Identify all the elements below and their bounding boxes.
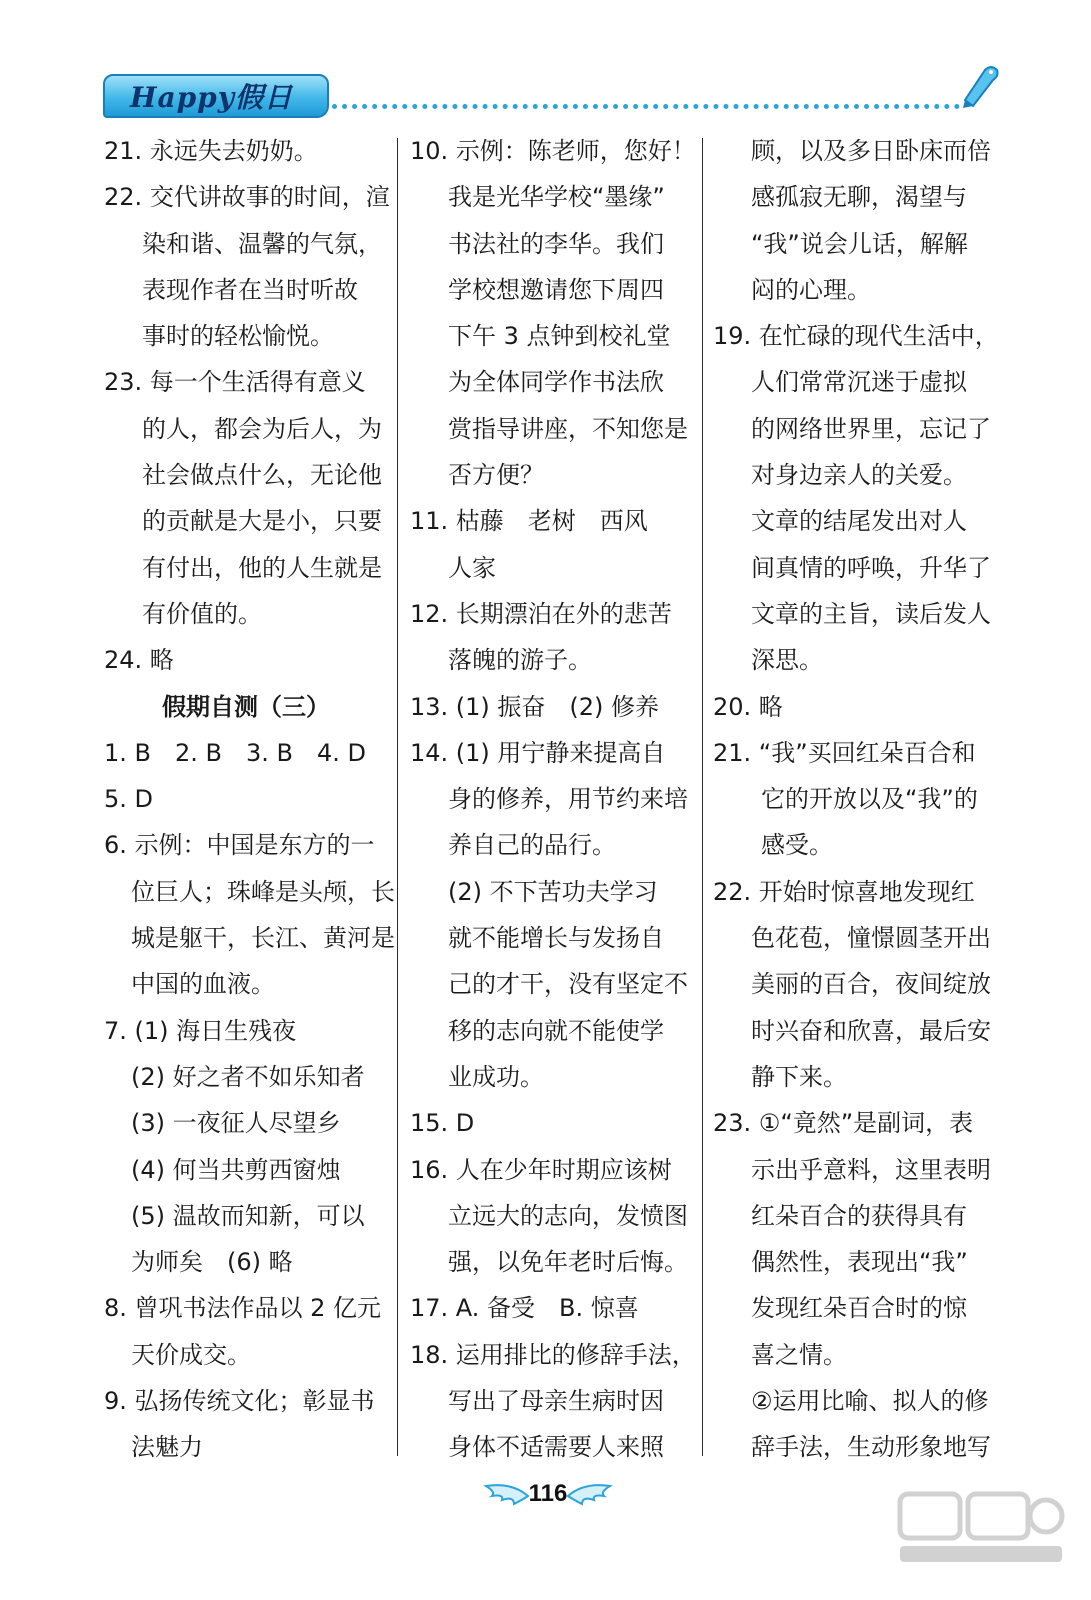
answer-line: 时兴奋和欣喜，最后安	[751, 1016, 991, 1045]
answer-line: 天价成交。	[131, 1340, 251, 1369]
answer-line: 落魄的游子。	[448, 646, 592, 675]
answer-line: 顾，以及多日卧床而倍	[751, 137, 991, 165]
answer-line: (2) 不下苦功夫学习	[448, 877, 658, 906]
answer-line: 文章的结尾发出对人	[751, 507, 967, 536]
answer-line: 23. 每一个生活得有意义	[104, 368, 366, 397]
answer-line: 闷的心理。	[751, 275, 871, 304]
answer-line: (3) 一夜征人尽望乡	[131, 1109, 341, 1138]
answer-line: 赏指导讲座，不知您是	[448, 414, 688, 443]
section-heading: 假期自测（三）	[162, 692, 330, 721]
answer-line: 有价值的。	[142, 599, 262, 628]
answer-line: 己的才干，没有坚定不	[448, 970, 688, 999]
answer-line: 7. (1) 海日生残夜	[104, 1016, 297, 1045]
answer-line: 法魅力	[131, 1433, 203, 1462]
answer-line: 它的开放以及“我”的	[761, 785, 978, 814]
wing-left-icon	[482, 1478, 530, 1510]
answer-line: “我”说会儿话，解解	[751, 229, 968, 258]
answer-line: 业成功。	[448, 1062, 544, 1091]
answer-column-1	[104, 128, 395, 1471]
answer-line: 书法社的李华。我们	[448, 229, 664, 258]
answer-line: 10. 示例：陈老师，您好！	[410, 137, 696, 165]
answer-line: 20. 略	[713, 692, 783, 721]
answer-line: 的人，都会为后人，为	[142, 414, 382, 443]
answer-line: 的贡献是大是小，只要	[142, 507, 382, 536]
answer-line: 我是光华学校“墨缘”	[448, 183, 665, 212]
answer-line: 发现红朵百合时的惊	[751, 1294, 967, 1323]
answer-line: 有付出，他的人生就是	[142, 553, 382, 582]
column-divider	[702, 138, 703, 1456]
answer-line: 身体不适需要人来照	[448, 1433, 664, 1462]
answer-line: 1. B 2. B 3. B 4. D	[104, 738, 366, 767]
answer-line: 6. 示例：中国是东方的一	[104, 831, 375, 860]
answer-line: 16. 人在少年时期应该树	[410, 1155, 672, 1184]
answer-line: 学校想邀请您下周四	[448, 275, 664, 304]
answer-line: (2) 好之者不如乐知者	[131, 1062, 365, 1091]
answer-line: 22. 开始时惊喜地发现红	[713, 877, 975, 906]
column-divider	[397, 138, 398, 1456]
header-dotted-rule	[332, 104, 960, 109]
answer-line: 12. 长期漂泊在外的悲苦	[410, 599, 672, 628]
answer-line: 中国的血液。	[131, 970, 275, 999]
answer-line: 偶然性，表现出“我”	[751, 1248, 968, 1277]
answer-line: 5. D	[104, 785, 154, 814]
answer-line: 对身边亲人的关爱。	[751, 461, 967, 490]
answer-line: 移的志向就不能使学	[448, 1016, 664, 1045]
answer-line: 否方便？	[448, 461, 544, 490]
answer-line: 人家	[448, 553, 496, 582]
answer-line: ②运用比喻、拟人的修	[751, 1387, 989, 1416]
wing-right-icon	[566, 1478, 614, 1510]
page-number: 116	[528, 1480, 568, 1507]
pen-icon	[955, 62, 1001, 110]
answer-line: 表现作者在当时听故	[142, 275, 358, 304]
answer-line: 事时的轻松愉悦。	[142, 322, 334, 351]
answer-line: 就不能增长与发扬自	[448, 924, 664, 953]
answer-column-3	[713, 128, 1013, 1471]
answer-line: 位巨人；珠峰是头颅，长	[131, 877, 395, 906]
answer-line: 身的修养，用节约来培	[448, 785, 688, 814]
answer-line: 18. 运用排比的修辞手法，	[410, 1340, 696, 1369]
answer-line: 21. 永远失去奶奶。	[104, 137, 318, 165]
answer-column-2	[410, 128, 694, 1471]
answer-line: 社会做点什么，无论他	[142, 461, 382, 490]
answer-line: 的网络世界里，忘记了	[751, 414, 991, 443]
answer-line: 红朵百合的获得具有	[751, 1201, 967, 1230]
answer-line: 深思。	[751, 646, 823, 675]
header-title: Happy假日	[130, 81, 294, 114]
answer-line: 人们常常沉迷于虚拟	[751, 368, 967, 397]
answer-line: 间真情的呼唤，升华了	[751, 553, 991, 582]
answer-line: 强，以免年老时后悔。	[448, 1248, 688, 1277]
answer-line: 21. “我”买回红朵百合和	[713, 738, 976, 767]
answer-line: 8. 曾巩书法作品以 2 亿元	[104, 1294, 382, 1323]
answer-line: 辞手法，生动形象地写	[751, 1433, 991, 1462]
answer-line: (5) 温故而知新，可以	[131, 1201, 365, 1230]
answer-line: 立远大的志向，发愤图	[448, 1201, 688, 1230]
answer-line: 11. 枯藤 老树 西风	[410, 507, 648, 536]
answer-line: 喜之情。	[751, 1340, 847, 1369]
answer-line: 感受。	[761, 831, 833, 860]
answer-line: 染和谐、温馨的气氛，	[142, 229, 382, 258]
answer-line: 19. 在忙碌的现代生活中，	[713, 322, 999, 351]
answer-line: 23. ①“竟然”是副词，表	[713, 1109, 974, 1138]
answer-line: 写出了母亲生病时因	[448, 1387, 664, 1416]
answer-line: (4) 何当共剪西窗烛	[131, 1155, 341, 1184]
answer-line: 13. (1) 振奋 (2) 修养	[410, 692, 660, 721]
answer-line: 9. 弘扬传统文化；彰显书	[104, 1387, 375, 1416]
answer-line: 为师矣 (6) 略	[131, 1248, 293, 1277]
watermark-icon	[896, 1488, 1066, 1568]
answer-line: 22. 交代讲故事的时间，渲	[104, 183, 390, 212]
answer-line: 文章的主旨，读后发人	[751, 599, 991, 628]
answer-line: 美丽的百合，夜间绽放	[751, 970, 991, 999]
answer-line: 15. D	[410, 1109, 475, 1138]
answer-line: 城是躯干，长江、黄河是	[131, 924, 395, 953]
answer-line: 色花苞，憧憬圆茎开出	[751, 924, 991, 953]
answer-line: 静下来。	[751, 1062, 847, 1091]
answer-line: 感孤寂无聊，渴望与	[751, 183, 967, 212]
answer-line: 24. 略	[104, 646, 174, 675]
answer-line: 下午 3 点钟到校礼堂	[448, 322, 671, 351]
answer-line: 为全体同学作书法欣	[448, 368, 664, 397]
answer-line: 17. A. 备受 B. 惊喜	[410, 1294, 639, 1323]
answer-line: 养自己的品行。	[448, 831, 616, 860]
answer-line: 示出乎意料，这里表明	[751, 1155, 991, 1184]
answer-line: 14. (1) 用宁静来提高自	[410, 738, 666, 767]
